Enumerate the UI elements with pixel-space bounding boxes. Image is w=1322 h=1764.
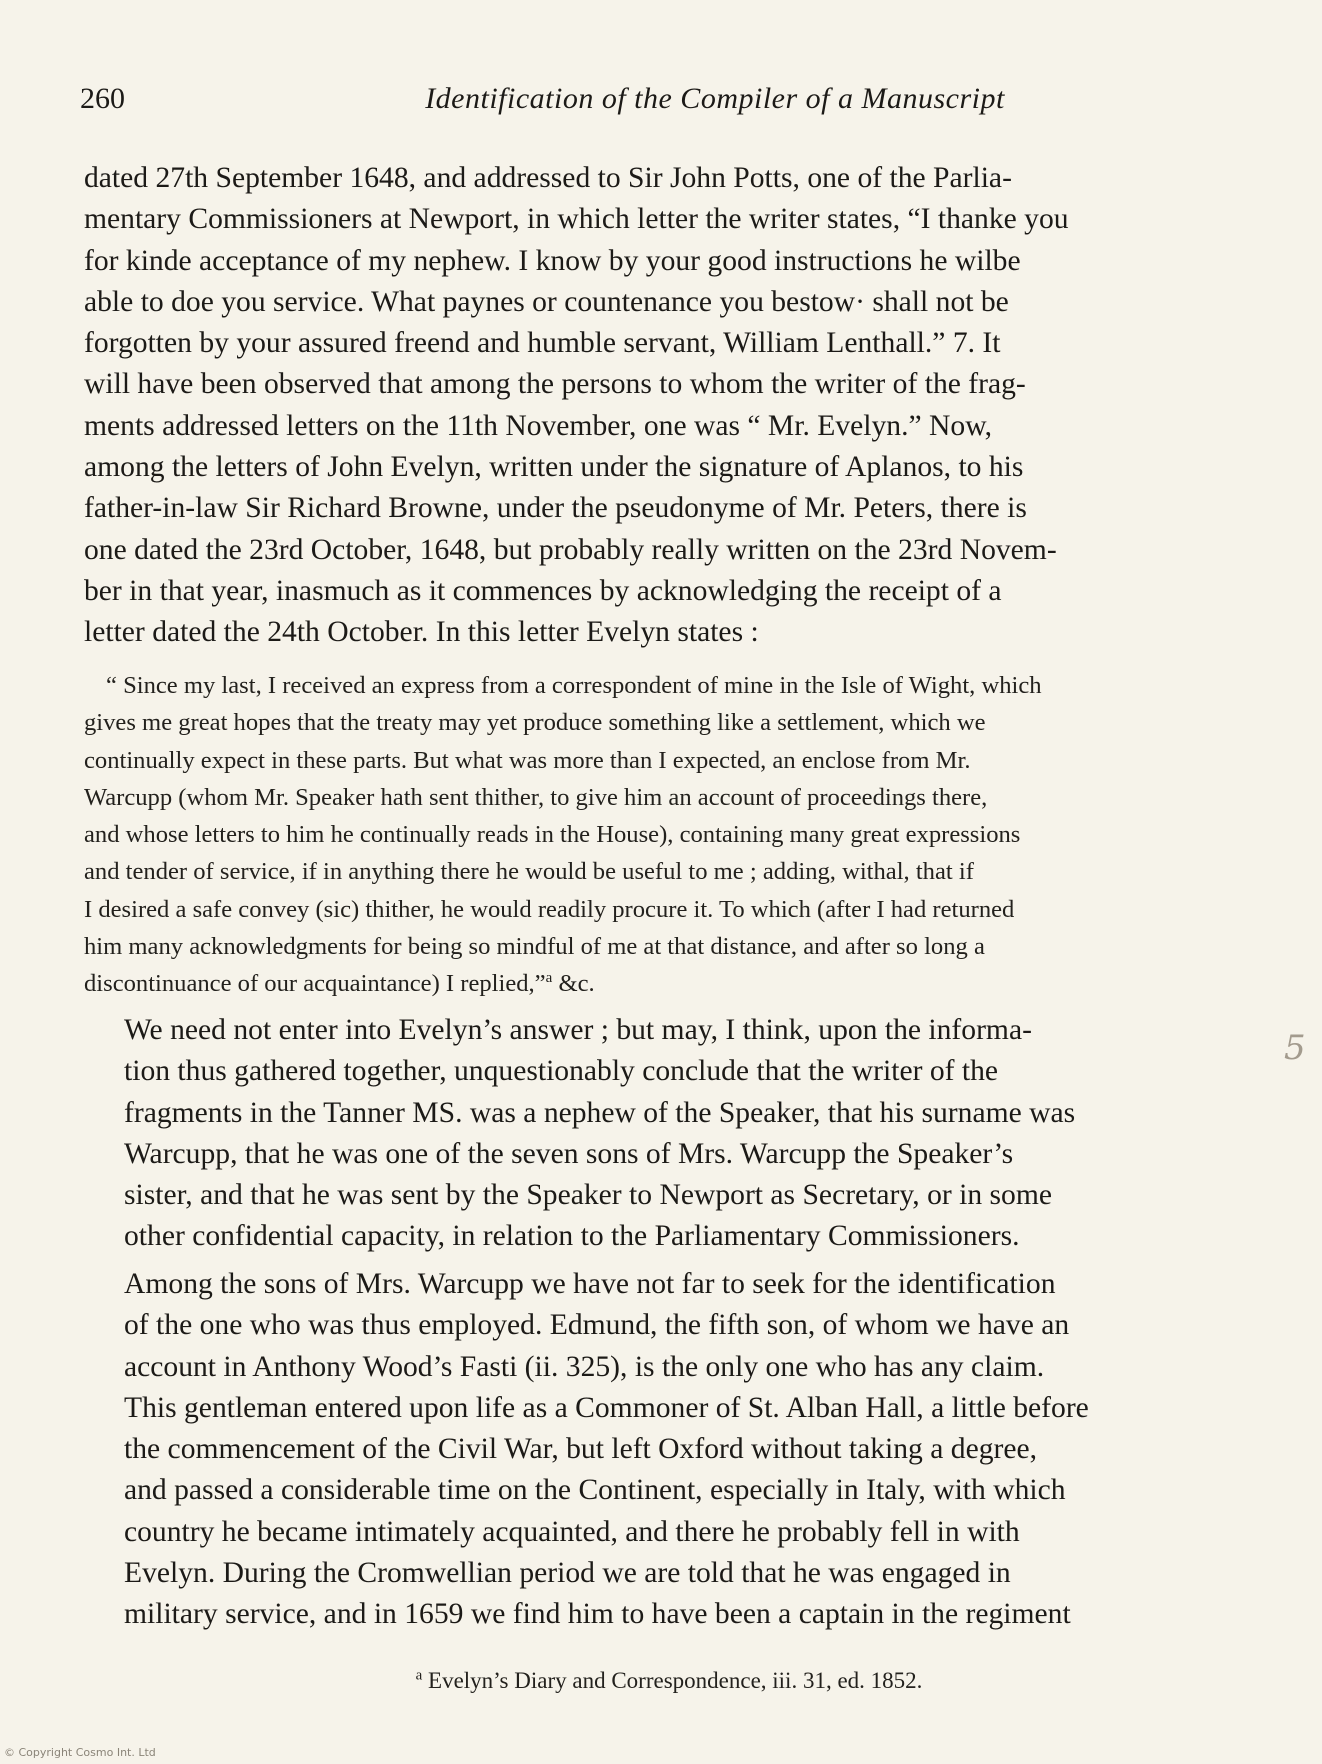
text-line: forgotten by your assured freend and humble servant, William Lenthall.” 7. It xyxy=(84,327,1001,360)
quote-line: I desired a safe convey (sic) thither, he would readily procure it. To which (after I had returned xyxy=(84,895,1015,923)
footnote-text: Evelyn’s Diary and Correspondence, iii. 31, ed. 1852. xyxy=(428,1668,923,1693)
text-line: ments addressed letters on the 11th November, one was “ Mr. Evelyn.” Now, xyxy=(84,409,993,442)
footnote-ref: a xyxy=(545,970,553,987)
text-line: mentary Commissioners at Newport, in which letter the writer states, “I thanke you xyxy=(84,203,1069,236)
text-line: one dated the 23rd October, 1648, but probably really written on the 23rd Novem- xyxy=(84,533,1057,566)
page-header xyxy=(80,82,1250,126)
text-line: able to doe you service. What paynes or countenance you bestow· shall not be xyxy=(84,285,1009,318)
text-line: sister, and that he was sent by the Speaker to Newport as Secretary, or in some xyxy=(124,1179,1053,1212)
text-line: fragments in the Tanner MS. was a nephew of the Speaker, that his surname was xyxy=(124,1096,1076,1129)
quote-line: and tender of service, if in anything there he would be useful to me ; adding, withal, that if xyxy=(84,858,974,886)
quote-line-last xyxy=(84,965,1254,1002)
quote-line: gives me great hopes that the treaty may yet produce something like a settlement, which we xyxy=(84,709,986,737)
block-quote xyxy=(84,667,1254,1003)
margin-pencil-mark: 5 xyxy=(1284,1028,1306,1068)
text-line: This gentleman entered upon life as a Commoner of St. Alban Hall, a little before xyxy=(124,1391,1089,1424)
footnote-marker: a xyxy=(415,1667,423,1684)
quote-ending: &c. xyxy=(558,970,595,998)
text-line: father-in-law Sir Richard Browne, under the pseudonyme of Mr. Peters, there is xyxy=(84,492,1027,525)
text-line: the commencement of the Civil War, but left Oxford without taking a degree, xyxy=(124,1433,1038,1466)
quote-line: and whose letters to him he continually reads in the House), containing many great expressions xyxy=(84,821,1021,849)
copyright-watermark: © Copyright Cosmo Int. Ltd xyxy=(4,1746,156,1759)
text-line: for kinde acceptance of my nephew. I know by your good instructions he wilbe xyxy=(84,244,1021,277)
paragraph-2 xyxy=(84,1010,1254,1258)
text-line: other confidential capacity, in relation to the Parliamentary Commissioners. xyxy=(124,1220,1020,1253)
text-line: country he became intimately acquainted, and there he probably fell in with xyxy=(124,1515,1020,1548)
quote-line: continually expect in these parts. But what was more than I expected, an enclose from Mr. xyxy=(84,746,971,774)
text-line: and passed a considerable time on the Continent, especially in Italy, with which xyxy=(124,1474,1066,1507)
text-line: ber in that year, inasmuch as it commences by acknowledging the receipt of a xyxy=(84,574,1002,607)
quote-line: Warcupp (whom Mr. Speaker hath sent thither, to give him an account of proceedings there, xyxy=(84,783,988,811)
paragraph-3 xyxy=(84,1264,1254,1636)
text-line: account in Anthony Wood’s Fasti (ii. 325), is the only one who has any claim. xyxy=(124,1350,1045,1383)
text-line: military service, and in 1659 we find him to have been a captain in the regiment xyxy=(124,1598,1071,1631)
quote-line: him many acknowledgments for being so mindful of me at that distance, and after so long a xyxy=(84,933,985,961)
text-line: Evelyn. During the Cromwellian period we are told that he was engaged in xyxy=(124,1557,1011,1590)
footnote xyxy=(84,1668,1254,1694)
text-line: tion thus gathered together, unquestionably conclude that the writer of the xyxy=(124,1055,999,1088)
running-title: Identification of the Compiler of a Manuscript xyxy=(425,82,1005,115)
text-line: Warcupp, that he was one of the seven sons of Mrs. Warcupp the Speaker’s xyxy=(124,1137,1014,1170)
page-number: 260 xyxy=(80,82,125,115)
text-line: letter dated the 24th October. In this letter Evelyn states : xyxy=(84,616,759,649)
quote-line-text: discontinuance of our acquaintance) I replied,” xyxy=(84,970,546,998)
text-line: will have been observed that among the persons to whom the writer of the frag- xyxy=(84,368,1026,401)
text-line: We need not enter into Evelyn’s answer ; but may, I think, upon the informa- xyxy=(124,1014,1032,1046)
text-line: of the one who was thus employed. Edmund, the fifth son, of whom we have an xyxy=(124,1309,1070,1342)
quote-line: “ Since my last, I received an express from a correspondent of mine in the Isle of Wight, which xyxy=(106,672,1042,699)
paragraph-1 xyxy=(84,158,1254,654)
text-line: dated 27th September 1648, and addressed to Sir John Potts, one of the Parlia- xyxy=(84,162,1012,194)
text-line: among the letters of John Evelyn, written under the signature of Aplanos, to his xyxy=(84,451,1024,484)
text-line: Among the sons of Mrs. Warcupp we have not far to seek for the identification xyxy=(124,1268,1056,1300)
